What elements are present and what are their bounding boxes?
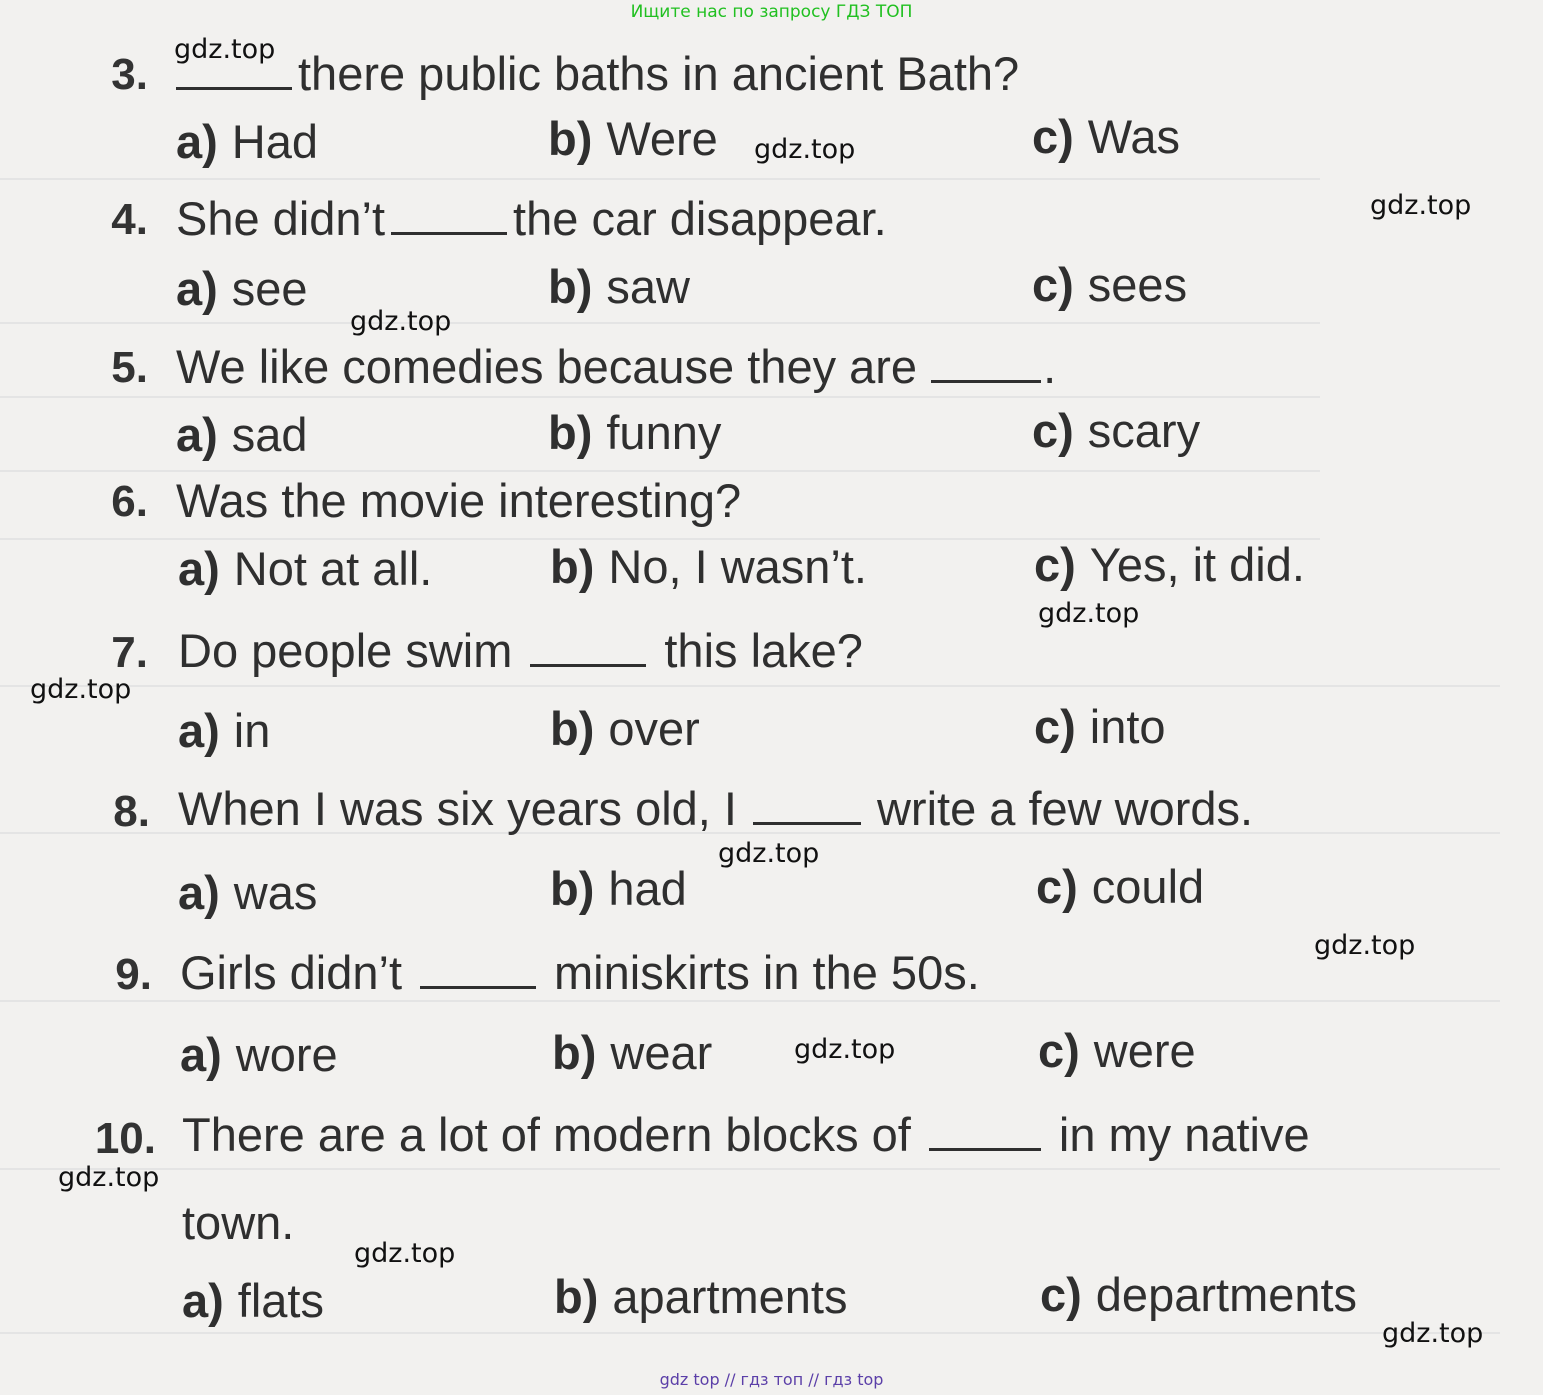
question-number: 8. (113, 787, 150, 836)
ghost-rule (0, 685, 1500, 687)
answer-blank (176, 81, 292, 90)
option-a[interactable]: a) Had (176, 115, 319, 168)
question-text: We like comedies because they are . (176, 340, 1057, 393)
option-b[interactable]: b) Were (548, 112, 718, 165)
option-a[interactable]: a) in (178, 704, 271, 757)
answer-blank (530, 658, 646, 667)
question-number: 3. (111, 50, 148, 99)
option-a[interactable]: a) Not at all. (178, 542, 433, 595)
question-text: Was the movie interesting? (176, 474, 742, 527)
option-c[interactable]: c) sees (1032, 258, 1188, 311)
option-c[interactable]: c) scary (1032, 404, 1201, 457)
question-number: 7. (111, 628, 148, 677)
answer-blank (420, 980, 536, 989)
watermark: gdz.top (754, 134, 856, 165)
question-number: 6. (111, 477, 148, 526)
question-number: 4. (111, 195, 148, 244)
option-c[interactable]: c) Was (1032, 110, 1181, 163)
option-b[interactable]: b) funny (548, 406, 722, 459)
option-b[interactable]: b) saw (548, 260, 690, 313)
option-a[interactable]: a) sad (176, 408, 308, 461)
question-text (176, 47, 1019, 101)
option-c[interactable]: c) departments (1040, 1268, 1358, 1321)
watermark: gdz.top (1314, 930, 1416, 961)
question-text: Girls didn’t miniskirts in the 50s. (180, 946, 980, 999)
answer-blank (929, 1142, 1041, 1151)
ghost-rule (0, 470, 1320, 472)
option-c[interactable]: c) could (1036, 860, 1205, 913)
ghost-rule (0, 1168, 1500, 1170)
option-b[interactable]: b) had (550, 862, 687, 915)
question-number: 10. (94, 1114, 156, 1163)
ghost-rule (0, 396, 1320, 398)
option-a[interactable]: a) flats (182, 1274, 324, 1327)
option-b[interactable]: b) No, I wasn’t. (550, 540, 867, 593)
option-c[interactable]: c) Yes, it did. (1034, 538, 1305, 591)
option-b[interactable]: b) wear (552, 1026, 713, 1079)
ghost-rule (0, 322, 1320, 324)
answer-blank (931, 374, 1041, 383)
watermark: gdz.top (58, 1162, 160, 1193)
question-number: 9. (115, 950, 152, 999)
ghost-rule (0, 1000, 1500, 1002)
question-text: When I was six years old, I write a few words. (178, 782, 1254, 835)
watermark: gdz.top (1382, 1318, 1484, 1349)
question-text: She didn’t the car disappear. (176, 192, 887, 245)
question-text-line2: town. (182, 1196, 295, 1249)
question-text-after: there public baths in ancient Bath? (298, 47, 1020, 100)
option-b[interactable]: b) apartments (554, 1270, 848, 1323)
ghost-rule (0, 178, 1320, 180)
watermark: gdz.top (1370, 190, 1472, 221)
question-text: There are a lot of modern blocks of in my native (182, 1108, 1310, 1161)
watermark: gdz.top (174, 34, 276, 65)
answer-blank (391, 226, 507, 235)
question-text: Do people swim this lake? (178, 624, 863, 677)
option-c[interactable]: c) were (1038, 1024, 1196, 1077)
watermark: gdz.top (30, 674, 132, 705)
watermark: gdz.top (354, 1238, 456, 1269)
question-number: 5. (111, 343, 148, 392)
option-b[interactable]: b) over (550, 702, 700, 755)
watermark: gdz.top (794, 1034, 896, 1065)
answer-blank (753, 816, 861, 825)
watermark: gdz.top (718, 838, 820, 869)
watermark: gdz.top (1038, 598, 1140, 629)
option-c[interactable]: c) into (1034, 700, 1166, 753)
header-search-hint[interactable]: Ищите нас по запросу ГДЗ ТОП (630, 2, 913, 22)
ghost-rule (0, 1332, 1500, 1334)
footer-links[interactable]: gdz top // гдз топ // гдз top (659, 1370, 884, 1389)
watermark: gdz.top (350, 306, 452, 337)
option-a[interactable]: a) see (176, 262, 308, 315)
option-a[interactable]: a) wore (180, 1028, 338, 1081)
option-a[interactable]: a) was (178, 866, 318, 919)
